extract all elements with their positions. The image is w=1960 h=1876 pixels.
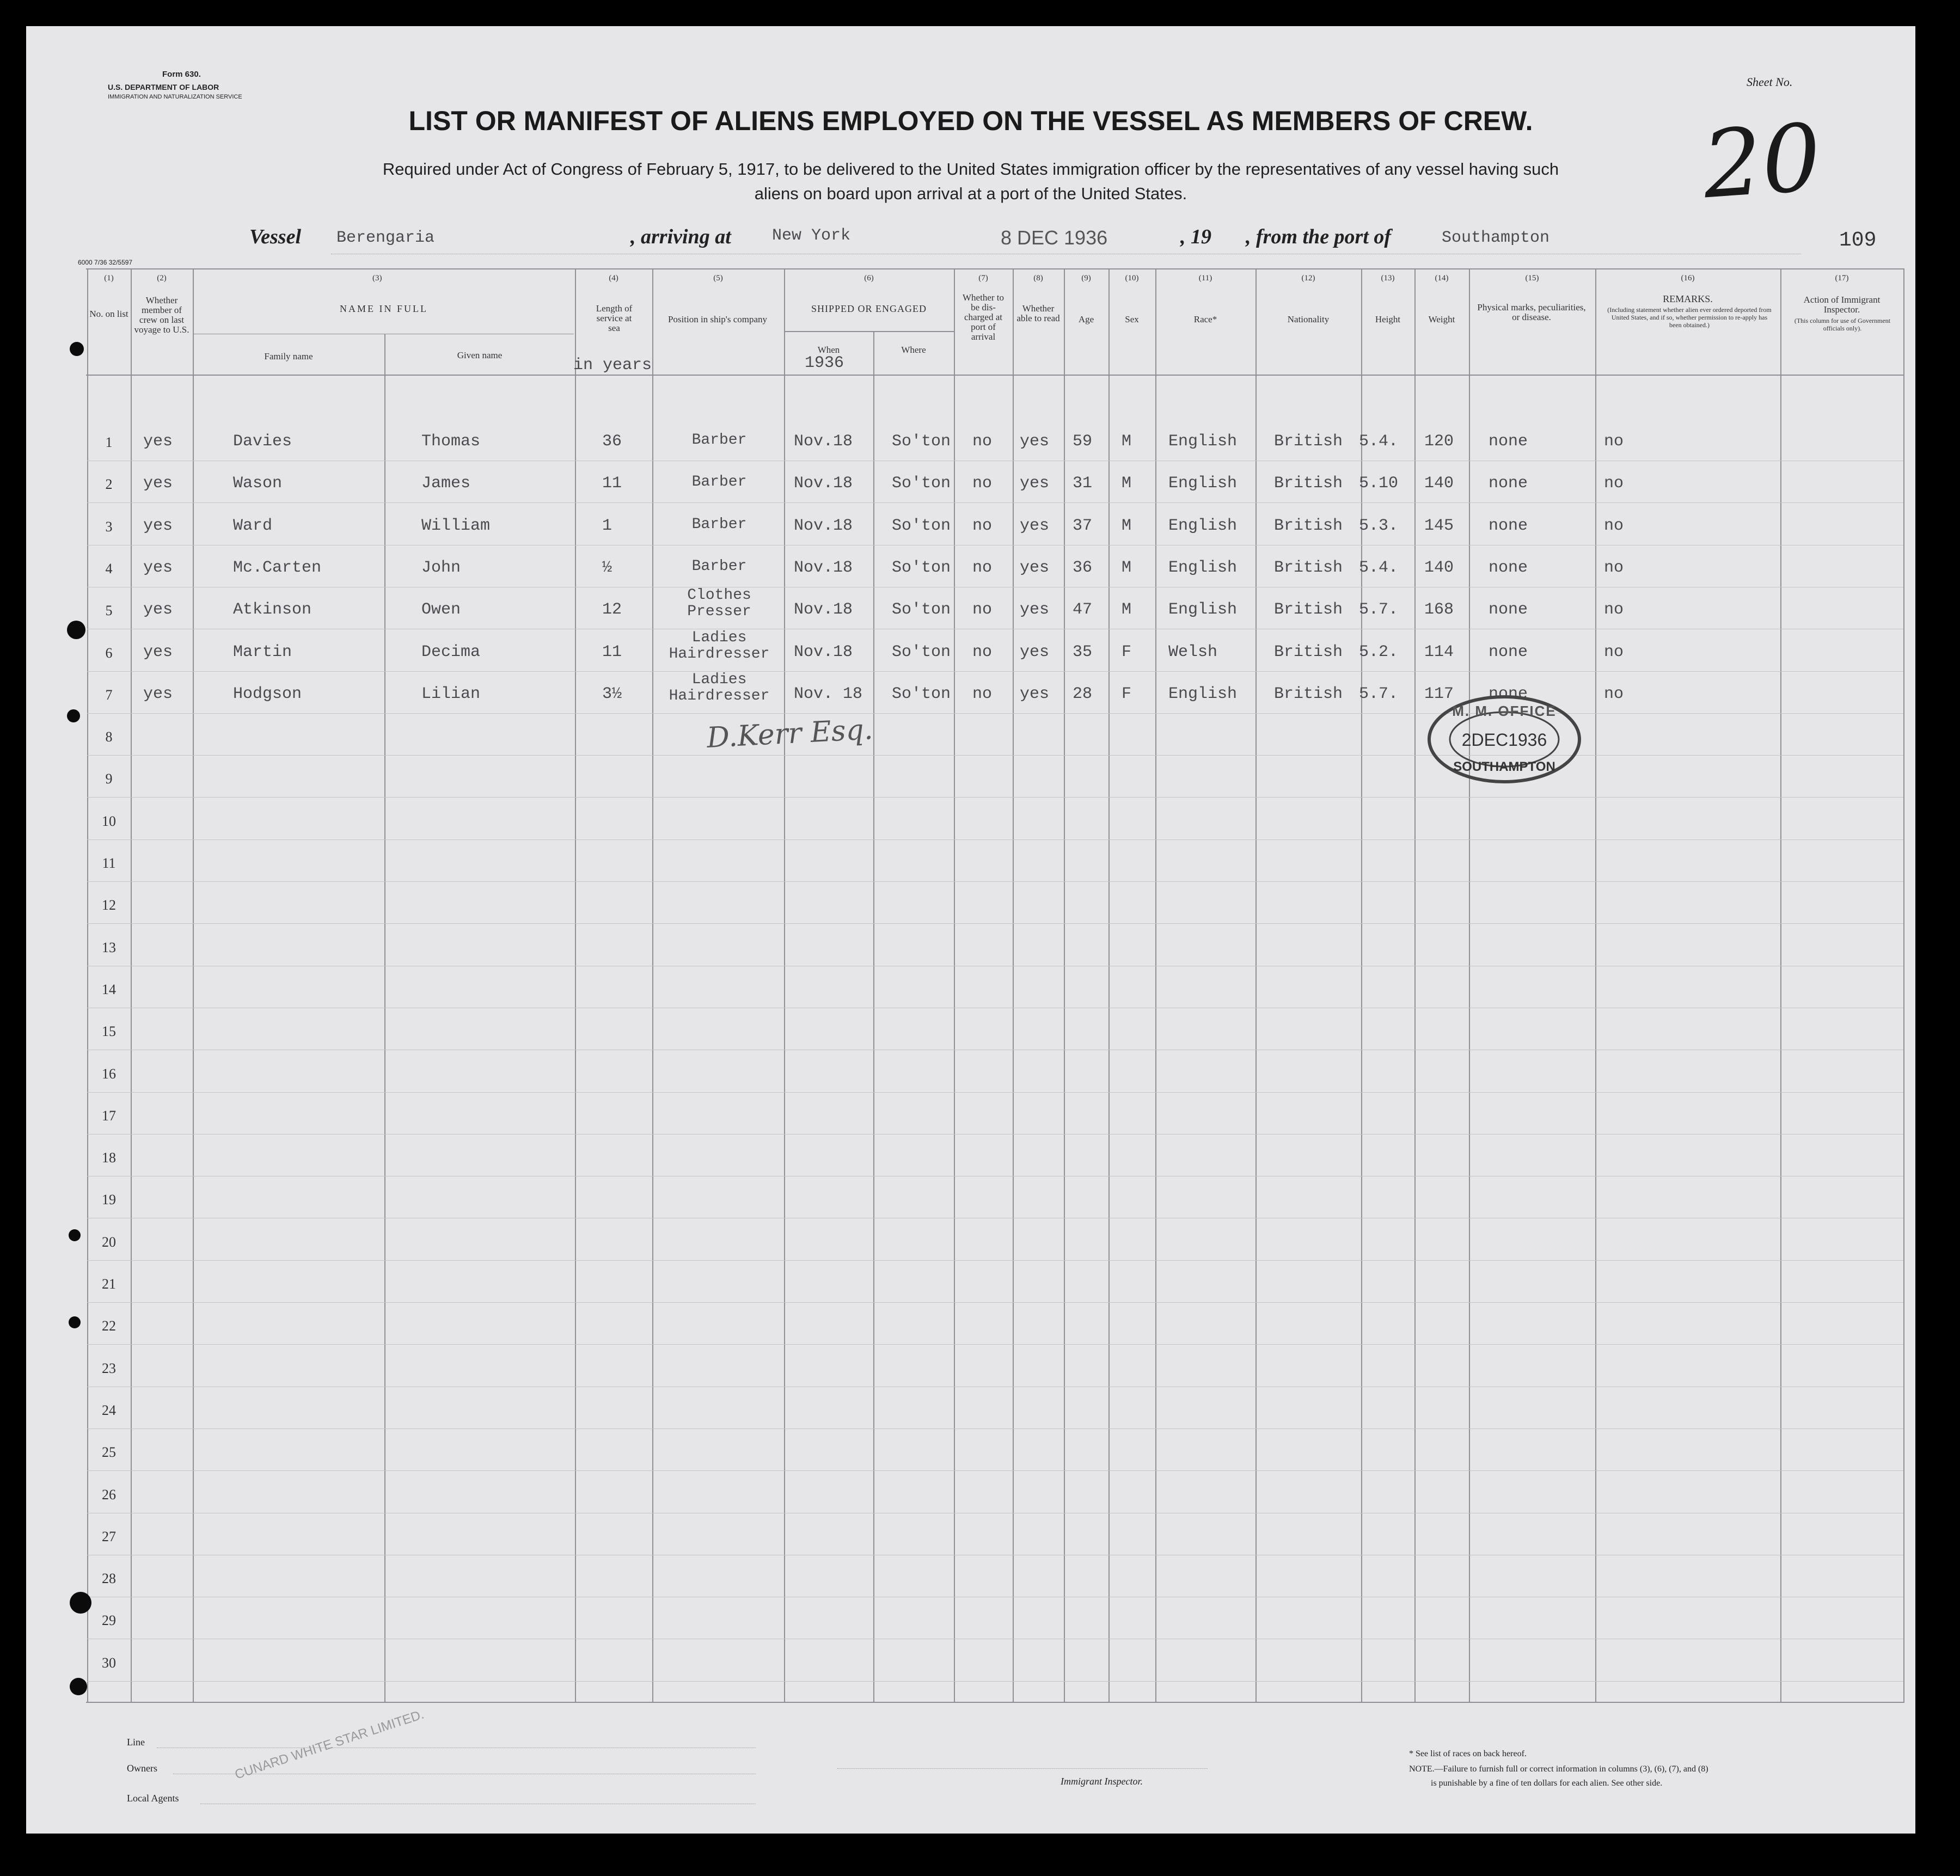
- cell-given: James: [421, 474, 471, 493]
- cell-read: yes: [1020, 559, 1050, 577]
- row-number: 24: [102, 1402, 116, 1418]
- cell-read: yes: [1020, 432, 1050, 451]
- cell-age: 47: [1073, 600, 1093, 619]
- cell-remarks: no: [1604, 474, 1624, 493]
- row-rule: [87, 1134, 1903, 1135]
- col-divider: [1469, 268, 1470, 1702]
- cell-when: Nov.18: [794, 474, 853, 493]
- col-number: (13): [1381, 274, 1395, 283]
- row-number: 14: [102, 982, 116, 997]
- col-number: (12): [1301, 274, 1315, 283]
- punch-hole: [70, 1592, 91, 1614]
- row-number: 12: [102, 897, 116, 913]
- col-number: (16): [1681, 274, 1695, 283]
- cell-position: Barber: [691, 558, 747, 575]
- cell-given: John: [421, 559, 461, 577]
- cell-remarks: no: [1604, 643, 1624, 661]
- col-divider: [873, 331, 874, 1702]
- col-divider: [1903, 268, 1904, 1702]
- from-port: Southampton: [1442, 229, 1550, 247]
- cell-discharged: no: [972, 685, 993, 703]
- subtitle-line-2: aliens on board upon arrival at a port of the United States.: [754, 184, 1187, 203]
- header-bottom-rule: [86, 375, 1904, 376]
- sheet-label: Sheet No.: [1747, 75, 1793, 89]
- row-number: 9: [105, 771, 113, 787]
- row-number: 26: [102, 1487, 116, 1503]
- col-number: (4): [609, 274, 618, 283]
- cell-height: 5.7.: [1359, 600, 1399, 619]
- row-number: 22: [102, 1318, 116, 1334]
- cell-sex: F: [1122, 643, 1132, 661]
- row-rule: [87, 881, 1903, 882]
- cell-nationality: British: [1274, 474, 1343, 493]
- cell-read: yes: [1020, 474, 1050, 493]
- col-divider: [87, 268, 88, 1702]
- cell-member: yes: [143, 643, 173, 661]
- cell-service: 12: [602, 600, 622, 619]
- cell-remarks: no: [1604, 559, 1624, 577]
- stamp-date: 2DEC1936: [1461, 730, 1547, 750]
- row-number: 16: [102, 1066, 116, 1082]
- cell-service: 11: [602, 643, 622, 661]
- cell-physical: none: [1489, 600, 1528, 619]
- row-number: 3: [105, 519, 113, 535]
- row-rule: [87, 839, 1903, 840]
- row-rule: [87, 1681, 1903, 1682]
- cell-race: English: [1168, 474, 1238, 493]
- cell-read: yes: [1020, 643, 1050, 661]
- col-divider: [131, 268, 132, 1702]
- header-able-read: Whether able to read: [1016, 303, 1060, 323]
- row-rule: [87, 1302, 1903, 1303]
- cell-family: Wason: [233, 474, 283, 493]
- col-number: (3): [372, 274, 382, 283]
- row-number: 28: [102, 1571, 116, 1586]
- cell-where: So'ton: [892, 559, 951, 577]
- cell-race: English: [1168, 432, 1238, 451]
- cell-given: William: [421, 517, 491, 535]
- col-divider: [1595, 268, 1596, 1702]
- row-number: 4: [105, 561, 113, 577]
- col-divider: [1255, 268, 1257, 1702]
- header-whether-member: Whether member of crew on last voyage to U.S.: [134, 295, 189, 335]
- subtitle-line-1: Required under Act of Congress of February 5, 1917, to be delivered to the United States immigration officer by the representatives of any vessel having such: [382, 160, 1559, 179]
- cell-family: Davies: [233, 432, 292, 451]
- failure-note-2: is punishable by a fine of ten dollars for each alien. See other side.: [1431, 1779, 1663, 1788]
- row-number: 20: [102, 1234, 116, 1250]
- cell-remarks: no: [1604, 685, 1624, 703]
- row-number: 13: [102, 940, 116, 955]
- cell-member: yes: [143, 474, 173, 493]
- page-number: 109: [1839, 229, 1877, 252]
- cell-where: So'ton: [892, 600, 951, 619]
- cell-where: So'ton: [892, 432, 951, 451]
- row-rule: [87, 755, 1903, 756]
- row-number: 8: [105, 729, 113, 745]
- cell-age: 36: [1073, 559, 1093, 577]
- office-stamp: [1425, 693, 1583, 786]
- cell-race: English: [1168, 600, 1238, 619]
- row-number: 27: [102, 1529, 116, 1544]
- row-number: 10: [102, 813, 116, 829]
- cell-remarks: no: [1604, 600, 1624, 619]
- col-number: (7): [978, 274, 988, 283]
- cell-when: Nov.18: [794, 432, 853, 451]
- cell-weight: 117: [1424, 685, 1454, 703]
- cell-member: yes: [143, 432, 173, 451]
- cell-where: So'ton: [892, 643, 951, 661]
- cell-member: yes: [143, 685, 173, 703]
- punch-hole: [67, 709, 80, 722]
- row-number: 7: [105, 687, 113, 703]
- cell-nationality: British: [1274, 685, 1343, 703]
- table-top-rule: [86, 268, 1904, 269]
- cell-where: So'ton: [892, 474, 951, 493]
- cell-sex: M: [1122, 517, 1132, 535]
- col-number: (17): [1835, 274, 1849, 283]
- col-number: (8): [1033, 274, 1043, 283]
- row-rule: [87, 1344, 1903, 1345]
- cell-sex: M: [1122, 474, 1132, 493]
- cell-where: So'ton: [892, 517, 951, 535]
- col-number: (2): [157, 274, 167, 283]
- row-rule: [87, 923, 1903, 924]
- footer-owners-label: Owners: [127, 1763, 157, 1774]
- cell-physical: none: [1489, 643, 1528, 661]
- header-shipped: SHIPPED OR ENGAGED: [811, 303, 927, 314]
- punch-hole: [67, 621, 85, 639]
- cell-position: Ladies Hairdresser: [669, 629, 770, 663]
- cell-position: Ladies Hairdresser: [669, 671, 770, 704]
- stamp-top: M. M. OFFICE: [1452, 703, 1557, 719]
- cell-height: 5.2.: [1359, 643, 1399, 661]
- cell-member: yes: [143, 559, 173, 577]
- col-number: (1): [104, 274, 114, 283]
- header-when-year: 1936: [805, 354, 844, 372]
- vessel-name: Berengaria: [336, 229, 435, 247]
- header-remarks-note: (Including statement whether alien ever ordered deported from United States, and if so, whether permission to re-apply has been obtained.): [1607, 306, 1772, 329]
- footer-agents-label: Local Agents: [127, 1793, 179, 1804]
- cell-service: 36: [602, 432, 622, 451]
- cell-where: So'ton: [892, 685, 951, 703]
- cell-height: 5.4.: [1359, 432, 1399, 451]
- cell-family: Hodgson: [233, 685, 302, 703]
- row-number: 2: [105, 476, 113, 492]
- cell-position: Barber: [691, 474, 747, 491]
- cell-nationality: British: [1274, 600, 1343, 619]
- cell-service: 3½: [602, 685, 622, 703]
- header-family-name: Family name: [264, 351, 313, 361]
- header-nationality: Nationality: [1287, 314, 1330, 324]
- col-divider: [384, 334, 385, 1702]
- row-rule: [87, 1092, 1903, 1093]
- vessel-label: Vessel: [249, 225, 301, 248]
- header-sex: Sex: [1125, 314, 1139, 324]
- cell-nationality: British: [1274, 432, 1343, 451]
- header-action-note: (This column for use of Government officials only).: [1794, 317, 1891, 332]
- header-action: Action of Immigrant Inspector.: [1803, 295, 1881, 315]
- header-discharged: Whether to be dis-charged at port of arrival: [963, 292, 1004, 342]
- cell-race: English: [1168, 685, 1238, 703]
- cell-family: Atkinson: [233, 600, 312, 619]
- cell-nationality: British: [1274, 643, 1343, 661]
- row-number: 5: [105, 603, 113, 618]
- cell-family: Mc.Carten: [233, 559, 322, 577]
- table-bottom-rule: [86, 1702, 1904, 1703]
- col-number: (10): [1125, 274, 1139, 283]
- stamp-bottom: SOUTHAMPTON: [1453, 759, 1555, 774]
- row-number: 15: [102, 1023, 116, 1039]
- cell-sex: F: [1122, 685, 1132, 703]
- cell-given: Owen: [421, 600, 461, 619]
- col-divider: [575, 268, 576, 1702]
- cell-discharged: no: [972, 517, 993, 535]
- cell-physical: none: [1489, 432, 1528, 451]
- cell-nationality: British: [1274, 559, 1343, 577]
- cell-nationality: British: [1274, 517, 1343, 535]
- cell-weight: 145: [1424, 517, 1454, 535]
- row-number: 25: [102, 1444, 116, 1460]
- cell-height: 5.7.: [1359, 685, 1399, 703]
- cell-age: 28: [1073, 685, 1093, 703]
- col-number: (5): [713, 274, 723, 283]
- inspector-label: Immigrant Inspector.: [1061, 1776, 1143, 1787]
- col-number: (14): [1435, 274, 1449, 283]
- department-label: U.S. DEPARTMENT OF LABOR: [108, 83, 219, 91]
- cell-read: yes: [1020, 600, 1050, 619]
- cell-height: 5.4.: [1359, 559, 1399, 577]
- col-number: (6): [864, 274, 874, 283]
- agent-stamp: CUNARD WHITE STAR LIMITED.: [233, 1707, 426, 1782]
- cell-member: yes: [143, 517, 173, 535]
- cell-given: Lilian: [421, 685, 481, 703]
- row-number: 30: [102, 1655, 116, 1671]
- cell-physical: none: [1489, 559, 1528, 577]
- header-in-years: in years: [573, 356, 652, 375]
- footer-line-label: Line: [127, 1737, 145, 1748]
- cell-age: 31: [1073, 474, 1093, 493]
- cell-discharged: no: [972, 643, 993, 661]
- cell-when: Nov.18: [794, 517, 853, 535]
- row-number: 11: [102, 855, 116, 871]
- cell-race: English: [1168, 559, 1238, 577]
- cell-physical: none: [1489, 517, 1528, 535]
- header-age: Age: [1078, 314, 1094, 324]
- cell-remarks: no: [1604, 517, 1624, 535]
- cell-age: 59: [1073, 432, 1093, 451]
- row-rule: [87, 502, 1903, 503]
- inspector-rule: [837, 1768, 1208, 1769]
- cell-when: Nov.18: [794, 600, 853, 619]
- punch-hole: [70, 342, 84, 356]
- shipped-subrule: [784, 331, 954, 332]
- col-divider: [1108, 268, 1110, 1702]
- cell-weight: 140: [1424, 559, 1454, 577]
- col-number: (11): [1198, 274, 1212, 283]
- cell-given: Thomas: [421, 432, 481, 451]
- col-divider: [1013, 268, 1014, 1702]
- cell-given: Decima: [421, 643, 481, 661]
- cell-position: Clothes Presser: [687, 587, 751, 620]
- row-number: 19: [102, 1192, 116, 1207]
- cell-when: Nov.18: [794, 559, 853, 577]
- cell-member: yes: [143, 600, 173, 619]
- row-number: 6: [105, 645, 113, 661]
- row-rule: [87, 1260, 1903, 1261]
- cell-service: ½: [602, 559, 612, 577]
- col-divider: [1414, 268, 1416, 1702]
- cell-read: yes: [1020, 685, 1050, 703]
- row-number: 23: [102, 1360, 116, 1376]
- cell-when: Nov.18: [794, 643, 853, 661]
- header-position: Position in ship's company: [667, 314, 768, 324]
- col-divider: [193, 268, 194, 1702]
- service-label: IMMIGRATION AND NATURALIZATION SERVICE: [108, 94, 242, 100]
- cell-discharged: no: [972, 600, 993, 619]
- cell-discharged: no: [972, 559, 993, 577]
- row-rule: [87, 1470, 1903, 1471]
- arriving-port: New York: [772, 226, 851, 245]
- cell-weight: 140: [1424, 474, 1454, 493]
- cell-sex: M: [1122, 559, 1132, 577]
- from-label: , from the port of: [1246, 225, 1392, 248]
- cell-race: Welsh: [1168, 643, 1218, 661]
- date-stamp: 8 DEC 1936: [1001, 226, 1108, 249]
- cell-weight: 114: [1424, 643, 1454, 661]
- col-divider: [1155, 268, 1156, 1702]
- cell-physical: none: [1489, 685, 1528, 703]
- page-title: LIST OR MANIFEST OF ALIENS EMPLOYED ON THE VESSEL AS MEMBERS OF CREW.: [408, 106, 1533, 136]
- cell-service: 11: [602, 474, 622, 493]
- cell-sex: M: [1122, 432, 1132, 451]
- signature: D.Kerr Esq.: [706, 713, 874, 755]
- row-number: 18: [102, 1150, 116, 1166]
- year-label: , 19: [1180, 225, 1211, 248]
- cell-physical: none: [1489, 474, 1528, 493]
- print-code: 6000 7/36 32/5597: [78, 259, 133, 266]
- cell-when: Nov. 18: [794, 685, 863, 703]
- header-no-on-list: No. on list: [89, 309, 128, 319]
- cell-weight: 120: [1424, 432, 1454, 451]
- header-where: Where: [901, 345, 926, 355]
- header-when: When: [817, 345, 840, 355]
- cell-age: 37: [1073, 517, 1093, 535]
- col-divider: [1780, 268, 1781, 1702]
- punch-hole: [69, 1229, 81, 1241]
- failure-note: NOTE.—Failure to furnish full or correct information in columns (3), (6), (7), and (8): [1409, 1764, 1708, 1774]
- cell-age: 35: [1073, 643, 1093, 661]
- header-weight: Weight: [1428, 314, 1455, 324]
- cell-sex: M: [1122, 600, 1132, 619]
- row-rule: [87, 713, 1903, 714]
- cell-family: Martin: [233, 643, 292, 661]
- cell-height: 5.10: [1359, 474, 1399, 493]
- header-length-service: Length of service at sea: [596, 303, 633, 333]
- header-physical: Physical marks, peculiarities, or disease.: [1477, 302, 1586, 322]
- col-divider: [954, 268, 955, 1702]
- header-race: Race*: [1193, 314, 1217, 324]
- header-given-name: Given name: [457, 350, 503, 360]
- cell-service: 1: [602, 517, 612, 535]
- punch-hole: [70, 1678, 87, 1695]
- cell-weight: 168: [1424, 600, 1454, 619]
- col-number: (15): [1525, 274, 1539, 283]
- row-number: 17: [102, 1108, 116, 1124]
- cell-family: Ward: [233, 517, 273, 535]
- cell-remarks: no: [1604, 432, 1624, 451]
- manifest-sheet: [26, 26, 1915, 1834]
- race-note: * See list of races on back hereof.: [1409, 1749, 1527, 1758]
- col-divider: [784, 268, 785, 1702]
- header-name-in-full: NAME IN FULL: [340, 303, 428, 314]
- col-divider: [652, 268, 653, 1702]
- sheet-number: 20: [1699, 103, 1824, 220]
- cell-height: 5.3.: [1359, 517, 1399, 535]
- cell-discharged: no: [972, 474, 993, 493]
- row-rule: [87, 797, 1903, 798]
- cell-position: Barber: [691, 516, 747, 533]
- cell-position: Barber: [691, 432, 747, 449]
- row-rule: [87, 671, 1903, 672]
- cell-race: English: [1168, 517, 1238, 535]
- row-number: 29: [102, 1613, 116, 1628]
- form-number: Form 630.: [162, 70, 201, 79]
- header-height: Height: [1375, 314, 1401, 324]
- header-remarks: REMARKS.: [1663, 293, 1713, 304]
- col-divider: [1064, 268, 1065, 1702]
- row-number: 21: [102, 1276, 116, 1292]
- col-number: (9): [1081, 274, 1091, 283]
- arriving-label: , arriving at: [630, 225, 731, 248]
- row-number: 1: [105, 434, 113, 450]
- punch-hole: [69, 1316, 81, 1328]
- cell-discharged: no: [972, 432, 993, 451]
- cell-read: yes: [1020, 517, 1050, 535]
